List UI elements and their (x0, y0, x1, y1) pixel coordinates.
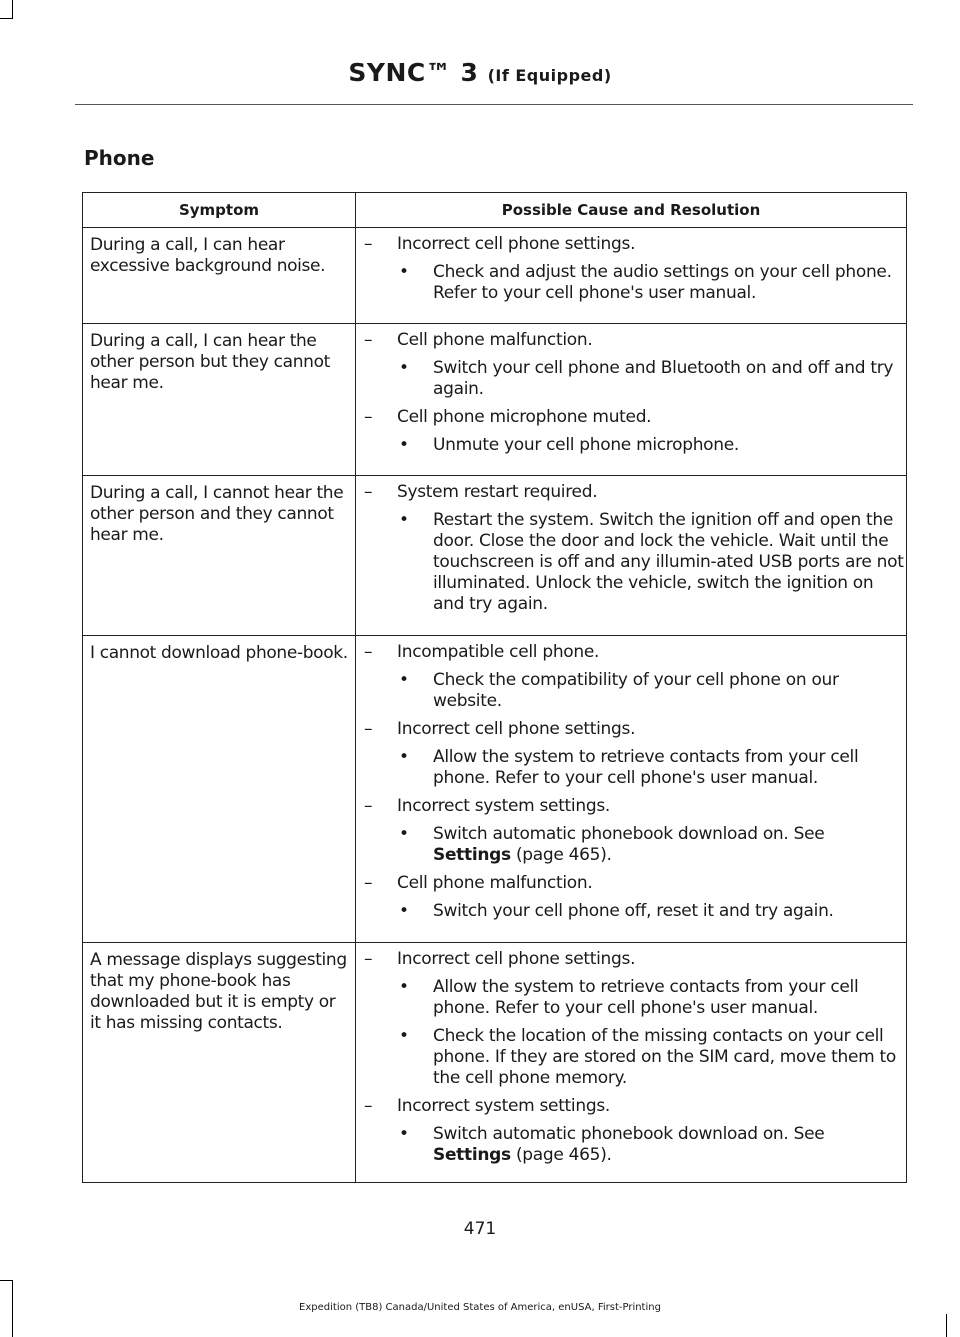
table-row (83, 636, 907, 943)
resolution-step-text (433, 1026, 906, 1089)
resolution-step-text (433, 824, 906, 866)
resolution-step-text (433, 747, 906, 789)
column-header-resolution: Possible Cause and Resolution (356, 193, 907, 228)
crop-mark-top-left-vertical (12, 0, 13, 18)
bullet-marker: • (399, 435, 409, 455)
cause-item (364, 642, 906, 663)
cause-text: System restart required. (397, 482, 598, 502)
resolution-cell (356, 636, 907, 943)
cause-item (364, 873, 906, 894)
dash-marker: – (364, 407, 373, 427)
page-reference: (page 465). (515, 845, 612, 865)
resolution-step-text (433, 901, 834, 922)
bullet-marker: • (399, 977, 409, 997)
resolution-step-body: Switch automatic phonebook download on. See (433, 1124, 825, 1144)
resolution-step (397, 824, 906, 866)
resolution-cell (356, 476, 907, 636)
dash-marker: – (364, 642, 373, 662)
resolution-step-body: Allow the system to retrieve contacts from your cell phone. Refer to your cell phone's user manual. (433, 747, 859, 788)
resolution-step-text (433, 510, 906, 615)
footer-text: Expedition (TB8) Canada/United States of America, enUSA, First-Printing (299, 1302, 661, 1313)
resolution-step-body: Restart the system. Switch the ignition off and open the door. Close the door and lock the vehicle. Wait until the touchscreen is off and any illumin-ated USB ports are not illuminated. Unlock the vehicle, switch the ignition on and try again. (433, 510, 904, 614)
bullet-marker: • (399, 670, 409, 690)
bullet-marker: • (399, 358, 409, 378)
resolution-step (397, 1026, 906, 1089)
resolution-step-text (433, 262, 906, 304)
settings-link[interactable]: Settings (433, 1145, 511, 1165)
running-header (0, 58, 960, 87)
resolution-cell (356, 943, 907, 1183)
symptom-cell: During a call, I cannot hear the other person and they cannot hear me. (83, 476, 356, 636)
symptom-cell: I cannot download phone-book. (83, 636, 356, 943)
bullet-marker: • (399, 1026, 409, 1046)
cause-text: Incorrect cell phone settings. (397, 719, 636, 739)
bullet-marker: • (399, 510, 409, 530)
resolution-step (397, 1124, 906, 1166)
resolution-step-body: Check the compatibility of your cell phone on our website. (433, 670, 839, 711)
resolution-step-text (433, 1124, 906, 1166)
cause-item (364, 949, 906, 970)
table-row (83, 324, 907, 476)
cause-text: Incorrect cell phone settings. (397, 234, 636, 254)
cause-text: Incorrect system settings. (397, 1096, 610, 1116)
cause-item (364, 1096, 906, 1117)
page-reference: (page 465). (515, 1145, 612, 1165)
settings-link[interactable]: Settings (433, 845, 511, 865)
dash-marker: – (364, 719, 373, 739)
dash-marker: – (364, 234, 373, 254)
crop-mark-bottom-right-vertical (946, 1314, 947, 1337)
column-header-symptom: Symptom (83, 193, 356, 228)
dash-marker: – (364, 796, 373, 816)
resolution-step-body: Switch automatic phonebook download on. See (433, 824, 825, 844)
table-header-row (83, 193, 907, 228)
symptom-cell: A message displays suggesting that my phone-book has downloaded but it is empty or it has missing contacts. (83, 943, 356, 1183)
resolution-step (397, 435, 906, 456)
symptom-cell: During a call, I can hear excessive background noise. (83, 228, 356, 324)
resolution-step-text (433, 435, 739, 456)
resolution-cell (356, 228, 907, 324)
resolution-step-body: Check the location of the missing contacts on your cell phone. If they are stored on the SIM card, move them to the cell phone memory. (433, 1026, 896, 1088)
header-subtitle: (If Equipped) (487, 66, 612, 85)
cause-item (364, 407, 906, 428)
cause-text: Cell phone malfunction. (397, 873, 593, 893)
cause-text: Incorrect system settings. (397, 796, 610, 816)
resolution-step (397, 510, 906, 615)
resolution-step-body: Switch your cell phone off, reset it and try again. (433, 901, 834, 921)
table-row (83, 476, 907, 636)
cause-text: Incompatible cell phone. (397, 642, 600, 662)
cause-text: Cell phone microphone muted. (397, 407, 652, 427)
bullet-marker: • (399, 747, 409, 767)
resolution-step-text (433, 670, 906, 712)
table-row (83, 943, 907, 1183)
resolution-step (397, 747, 906, 789)
bullet-marker: • (399, 1124, 409, 1144)
symptom-cell: During a call, I can hear the other person but they cannot hear me. (83, 324, 356, 476)
table-row (83, 228, 907, 324)
header-divider (75, 104, 913, 105)
cause-text: Cell phone malfunction. (397, 330, 593, 350)
resolution-step-body: Allow the system to retrieve contacts from your cell phone. Refer to your cell phone's user manual. (433, 977, 859, 1018)
cause-item (364, 482, 906, 503)
cause-text: Incorrect cell phone settings. (397, 949, 636, 969)
resolution-step-body: Check and adjust the audio settings on your cell phone. Refer to your cell phone's user manual. (433, 262, 892, 303)
crop-mark-top-left-horizontal (0, 18, 13, 19)
cause-item (364, 330, 906, 351)
resolution-step-text (433, 358, 906, 400)
bullet-marker: • (399, 262, 409, 282)
bullet-marker: • (399, 901, 409, 921)
resolution-step (397, 670, 906, 712)
resolution-step-body: Switch your cell phone and Bluetooth on and off and try again. (433, 358, 894, 399)
section-title: Phone (84, 146, 155, 170)
resolution-step (397, 977, 906, 1019)
table-body (83, 228, 907, 1183)
cause-item (364, 719, 906, 740)
resolution-step (397, 358, 906, 400)
header-title: SYNC™ 3 (348, 58, 479, 87)
dash-marker: – (364, 1096, 373, 1116)
dash-marker: – (364, 482, 373, 502)
cause-item (364, 234, 906, 255)
page-number: 471 (463, 1219, 497, 1239)
resolution-step (397, 262, 906, 304)
resolution-cell (356, 324, 907, 476)
troubleshooting-table (82, 192, 907, 1183)
cause-item (364, 796, 906, 817)
bullet-marker: • (399, 824, 409, 844)
dash-marker: – (364, 949, 373, 969)
resolution-step (397, 901, 906, 922)
resolution-step-body: Unmute your cell phone microphone. (433, 435, 740, 455)
dash-marker: – (364, 330, 373, 350)
crop-mark-bottom-left-horizontal (0, 1280, 13, 1281)
resolution-step-text (433, 977, 906, 1019)
dash-marker: – (364, 873, 373, 893)
